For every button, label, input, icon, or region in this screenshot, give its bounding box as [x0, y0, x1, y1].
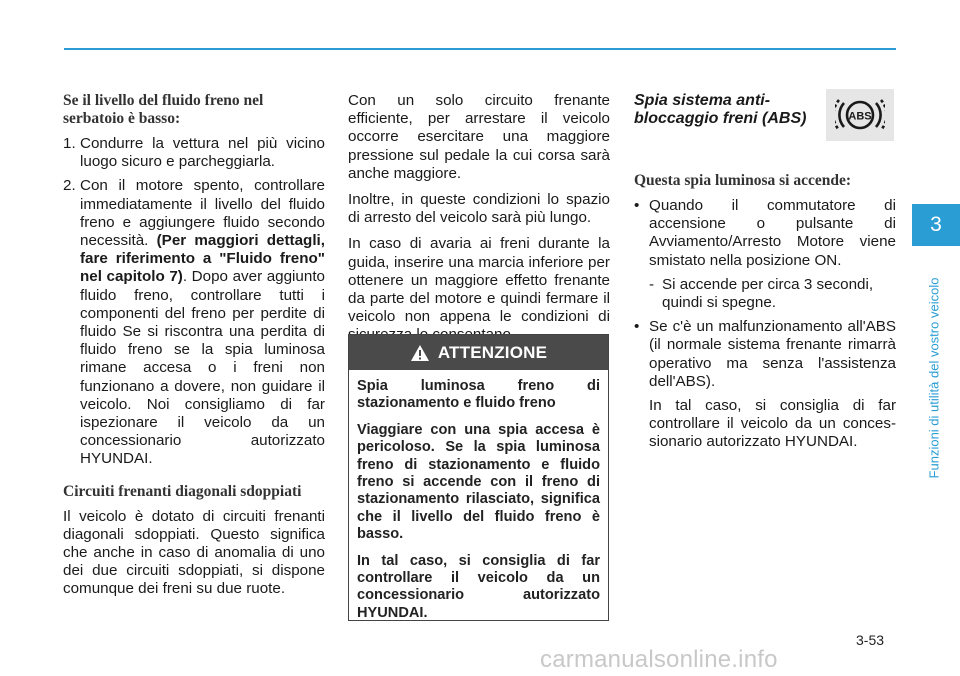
- column-2: [348, 92, 610, 353]
- warning-subtitle: Spia luminosa freno di stazionamento e fluido freno: [357, 378, 600, 412]
- heading-light-turns-on: Questa spia luminosa si accende:: [634, 172, 852, 189]
- step-text-rest: . Dopo aver aggiunto fluido freno, controllare tutti i componenti del freno per perdite di fluido Se si riscontra una perdita di fluido freno se la spia luminosa rimane accesa o i freni non funzionano a dovere, non guidare il veicolo. Noi consigliamo di far ispezionare il veicolo da un concessionario autorizzato HYUNDAI.: [80, 268, 325, 468]
- list-item-continuation: In tal caso, si consiglia di far controllare il veicolo da un conces-sionario autorizzato HYUNDAI.: [649, 397, 896, 451]
- dash: -: [649, 275, 655, 293]
- warning-header: [349, 335, 608, 370]
- chapter-title: Funzioni di utilità del vostro veicolo: [926, 277, 942, 479]
- step-text: Condurre la vettura nel più vicino luogo sicuro e parcheggiarla.: [80, 135, 325, 171]
- step-text: [80, 177, 325, 468]
- list-item-text: Quando il commutatore di accensione o pulsante di Avviamento/Arresto Motore viene smistato nella posizione ON.: [649, 197, 896, 269]
- abs-section-title: Spia sistema anti-bloccaggio freni (ABS): [634, 92, 807, 127]
- chapter-title-vertical: [919, 262, 949, 494]
- heading-diagonal-circuits: Circuiti frenanti diagonali sdoppiati: [63, 482, 302, 500]
- abs-indicator-box: [826, 89, 894, 141]
- paragraph-brake-failure: In caso di avaria ai freni durante la guida, inserire una marcia inferiore per ottenere un maggiore effetto frenante da parte del motore e quindi fermare il veicolo non appena le condizioni di: [348, 235, 610, 326]
- step-1: [63, 135, 325, 171]
- header-rule: [64, 48, 896, 50]
- bullet: •: [634, 197, 640, 214]
- abs-warning-icon: [835, 95, 885, 135]
- warning-box: [348, 334, 609, 621]
- step-2: [63, 177, 325, 468]
- abs-icon-label: ABS: [848, 110, 872, 123]
- warning-text: Viaggiare con una spia accesa è pericoloso. Se la spia luminosa freno di stazionamento e fluido freno si accende con il freno di stazionamento rilasciato, significa che il livello del fluido freno è basso.: [357, 421, 600, 543]
- list-item: [634, 318, 896, 391]
- column-1: [63, 92, 325, 607]
- warning-advice: In tal caso, si consiglia di far controllare il veicolo da un concessionario autorizzato HYUNDAI.: [357, 552, 600, 621]
- chapter-tab: 3: [912, 204, 960, 246]
- step-number: 1.: [63, 135, 76, 152]
- step-number: 2.: [63, 177, 76, 195]
- watermark: carmanualsonline.info: [540, 646, 778, 673]
- paragraph-stopping-distance: Inoltre, in queste condizioni lo spazio di arresto del veicolo sarà più lungo.: [348, 191, 610, 227]
- list-item-text: Se c'è un malfunzionamento all'ABS (il normale sistema frenante rimarrà operativo ma senza l'assistenza dell'ABS).: [649, 318, 896, 390]
- warning-title: ATTENZIONE: [437, 342, 548, 362]
- step-text-intro: Con il motore spento, controllare immediatamente il livello del fluido freno e aggiungere fluido secondo necessità.: [80, 177, 325, 250]
- paragraph-single-circuit: Con un solo circuito frenante efficiente, per arrestare il veicolo occorre esercitare una maggiore pressione sul pedale la cui corsa sarà anche maggiore.: [348, 92, 610, 182]
- heading-brake-fluid-low: Se il livello del fluido freno nel serbatoio è basso:: [63, 92, 264, 127]
- sub-list-item: [649, 276, 896, 312]
- list-item: [634, 197, 896, 270]
- paragraph-diagonal-circuits: Il veicolo è dotato di circuiti frenanti diagonali sdoppiati. Questo significa che anche in caso di anomalia di uno dei due circuiti sdoppiati, si dispone comunque dei freni su due ruote.: [63, 507, 325, 598]
- step-reference: (Per maggiori dettagli, fare riferimento a "Fluido freno" nel capitolo 7): [80, 232, 325, 286]
- page-number: 3-53: [856, 632, 885, 648]
- sub-list-item-text: Si accende per circa 3 secondi, quindi si spegne.: [662, 275, 874, 312]
- warning-body: [349, 370, 608, 622]
- warning-triangle-icon: [410, 344, 430, 362]
- bullet: •: [634, 318, 640, 336]
- column-3: [634, 92, 896, 460]
